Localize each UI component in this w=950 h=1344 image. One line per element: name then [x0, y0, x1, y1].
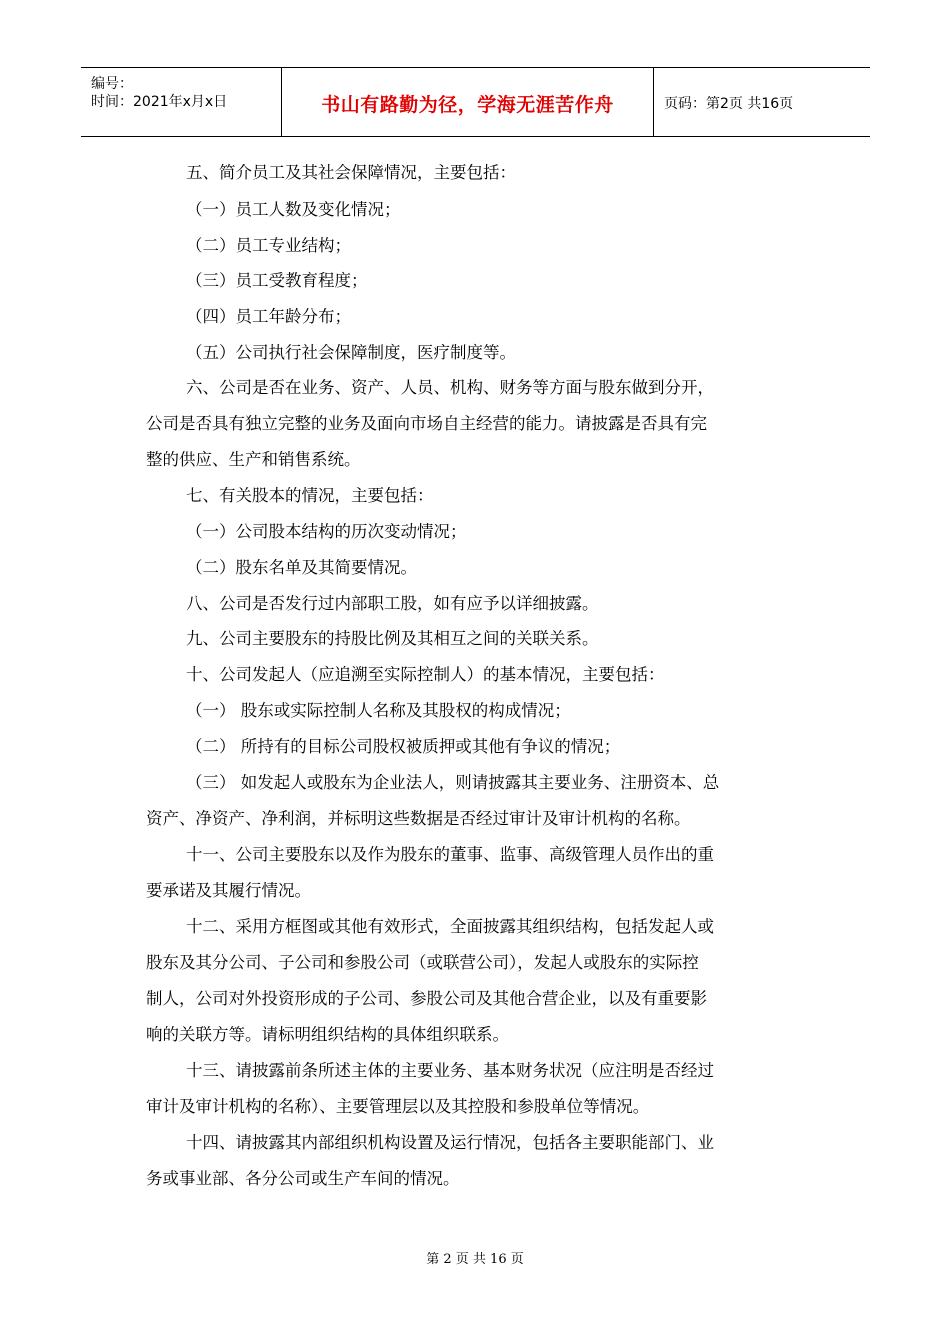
paragraph-line: （三）员工受教育程度； — [186, 271, 368, 290]
paragraph-line: （一） 股东或实际控制人名称及其股权的构成情况； — [186, 701, 571, 720]
document-number-label: 编号： — [91, 76, 133, 92]
header-page-info: 页码：第2页 共16页 — [664, 96, 794, 112]
paragraph-line: （五）公司执行社会保障制度，医疗制度等。 — [186, 343, 516, 362]
page-footer: 第 2 页 共 16 页 — [426, 1252, 524, 1267]
paragraph-line: 资产、净资产、净利润，并标明这些数据是否经过审计及审计机构的名称。 — [146, 809, 691, 828]
paragraph-line: 整的供应、生产和销售系统。 — [146, 450, 361, 469]
paragraph-line: 响的关联方等。请标明组织结构的具体组织联系。 — [146, 1025, 509, 1044]
paragraph-line: 五、简介员工及其社会保障情况，主要包括： — [186, 163, 516, 182]
paragraph-line: （二）员工专业结构； — [186, 236, 351, 255]
paragraph-line: 八、公司是否发行过内部职工股，如有应予以详细披露。 — [186, 594, 599, 613]
paragraph-line: （一）公司股本结构的历次变动情况； — [186, 522, 467, 541]
document-time-label: 时间：2021年x月x日 — [91, 94, 228, 110]
paragraph-line: 要承诺及其履行情况。 — [146, 881, 311, 900]
header-page-cell — [654, 68, 870, 136]
paragraph-line: 十四、请披露其内部组织机构设置及运行情况，包括各主要职能部门、业 — [186, 1133, 714, 1152]
paragraph-line: 务或事业部、各分公司或生产车间的情况。 — [146, 1169, 460, 1188]
paragraph-line: 十、公司发起人（应追溯至实际控制人）的基本情况，主要包括： — [186, 665, 665, 684]
paragraph-line: 十二、采用方框图或其他有效形式，全面披露其组织结构，包括发起人或 — [186, 917, 714, 936]
header-motto-cell — [282, 68, 654, 136]
document-header — [81, 67, 870, 137]
paragraph-line: 审计及审计机构的名称）、主要管理层以及其控股和参股单位等情况。 — [146, 1097, 650, 1116]
paragraph-line: （四）员工年龄分布； — [186, 307, 351, 326]
paragraph-line: 六、公司是否在业务、资产、人员、机构、财务等方面与股东做到分开， — [186, 378, 714, 397]
paragraph-line: 制人，公司对外投资形成的子公司、参股公司及其他合营企业，以及有重要影 — [146, 989, 707, 1008]
paragraph-line: 十三、请披露前条所述主体的主要业务、基本财务状况（应注明是否经过 — [186, 1061, 714, 1080]
paragraph-line: 九、公司主要股东的持股比例及其相互之间的关联关系。 — [186, 629, 599, 648]
paragraph-line: 十一、公司主要股东以及作为股东的董事、监事、高级管理人员作出的重 — [186, 845, 714, 864]
header-motto: 书山有路勤为径，学海无涯苦作舟 — [321, 94, 614, 116]
paragraph-line: （三） 如发起人或股东为企业法人，则请披露其主要业务、注册资本、总 — [186, 773, 720, 792]
header-meta-cell — [81, 68, 282, 136]
paragraph-line: （二） 所持有的目标公司股权被质押或其他有争议的情况； — [186, 737, 621, 756]
paragraph-line: 公司是否具有独立完整的业务及面向市场自主经营的能力。请披露是否具有完 — [146, 414, 707, 433]
paragraph-line: 七、有关股本的情况，主要包括： — [186, 486, 434, 505]
paragraph-line: 股东及其分公司、子公司和参股公司（或联营公司），发起人或股东的实际控 — [146, 953, 699, 972]
paragraph-line: （一）员工人数及变化情况； — [186, 200, 401, 219]
paragraph-line: （二）股东名单及其简要情况。 — [186, 558, 417, 577]
